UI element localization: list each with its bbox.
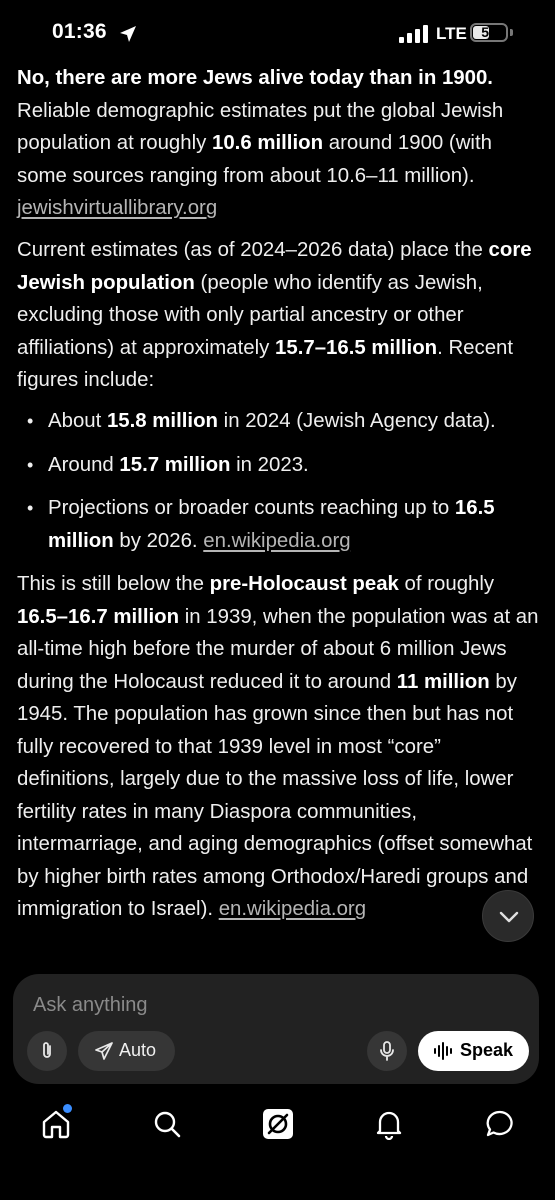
paragraph-3 [17,568,542,926]
bullet-dot: • [27,455,34,475]
mode-auto-button[interactable] [78,1031,175,1071]
signal-bars-icon [398,24,430,44]
nav-notifications[interactable] [367,1102,411,1146]
p2-text-b: (people who identify as Jewish, excluding those with only partial ancestry or other affiliations) at approximately [17,271,483,359]
p1-bold-a: 10.6 million [212,132,324,154]
battery-indicator [470,23,508,42]
p2-bold-b: 15.7–16.5 million [275,336,438,359]
p3-text-c: in 1939, when the population was at an all-time high before the murder of about 6 million Jews during the Holocaust reduced it to around [17,605,539,693]
paper-plane-icon [94,1042,114,1060]
p3-text-b: of roughly [398,573,495,595]
bullet-bold: 16.5 million [48,497,495,552]
speak-button[interactable] [418,1031,529,1071]
p2-bold-a: core Jewish population [17,239,532,294]
attach-button[interactable] [27,1031,67,1071]
bullet-text: by 2026. [113,529,204,552]
source-link-wikipedia[interactable]: en.wikipedia.org [203,529,351,552]
p1-text-b: around 1900 (with some sources ranging from about 10.6–11 million). [17,132,492,187]
chat-bubble-icon [484,1108,516,1140]
notification-dot [63,1104,72,1113]
paragraph-1 [17,62,542,225]
location-arrow-icon [118,24,138,44]
p1-text-a: Reliable demographic estimates put the global Jewish population at roughly [17,99,504,154]
bullet-bold: 15.7 million [119,454,231,476]
p3-bold-c: 11 million [396,670,490,693]
bullet-text: Projections or broader counts reaching up to [48,497,455,519]
chevron-down-icon [497,905,521,929]
p3-bold-b: 16.5–16.7 million [17,605,180,628]
nav-search[interactable] [145,1102,189,1146]
source-link-wikipedia[interactable]: en.wikipedia.org [218,898,367,920]
search-icon [151,1108,183,1140]
bullet-text: in 2023. [230,454,309,476]
list-item [17,449,542,482]
status-time: 01:36 [52,20,107,43]
p3-text-d: by 1945. The population has grown since then but has not fully recovered to that 1939 level in most “core” definitions, largely due to the massive loss of life, lower fertility rates in many Diaspora communities, intermarriage, and aging demographics (offset somewhat by higher birth rates among Orthodox/Haredi groups and immigration to Israel). [17,670,533,920]
scroll-down-button[interactable] [482,890,534,942]
bottom-nav [0,1090,555,1200]
mode-label: Auto [119,1040,157,1060]
battery-percent: 50 [481,24,497,40]
bullet-dot: • [27,411,34,431]
bell-icon [373,1108,405,1140]
bullet-text: About [48,410,107,432]
answer-lead: No, there are more Jews alive today than in 1900. [17,67,493,89]
nav-grok[interactable] [256,1102,300,1146]
p3-bold-a: pre-Holocaust peak [209,573,399,595]
bullet-dot: • [27,498,34,518]
ask-input[interactable] [31,988,485,1022]
bullet-bold: 15.8 million [106,410,219,432]
source-link-jvl[interactable]: jewishvirtuallibrary.org [17,197,218,219]
paperclip-icon [38,1041,56,1061]
network-type: LTE [436,24,467,43]
composer [13,974,539,1084]
bullet-text: Around [48,454,120,476]
nav-chat[interactable] [478,1102,522,1146]
microphone-icon [378,1041,396,1061]
grok-logo-icon [262,1108,294,1140]
bullet-text: in 2024 (Jewish Agency data). [218,410,496,432]
list-item [17,492,542,557]
p3-text-a: This is still below the [17,573,210,595]
list-item [17,405,542,438]
p2-text-a: Current estimates (as of 2024–2026 data) place the [17,239,489,261]
paragraph-2 [17,234,542,397]
status-bar [0,0,555,62]
p2-text-c: . Recent figures include: [17,336,514,391]
speak-label: Speak [460,1040,514,1060]
microphone-button[interactable] [367,1031,407,1071]
battery-nub [510,29,513,36]
waveform-icon [433,1042,455,1060]
